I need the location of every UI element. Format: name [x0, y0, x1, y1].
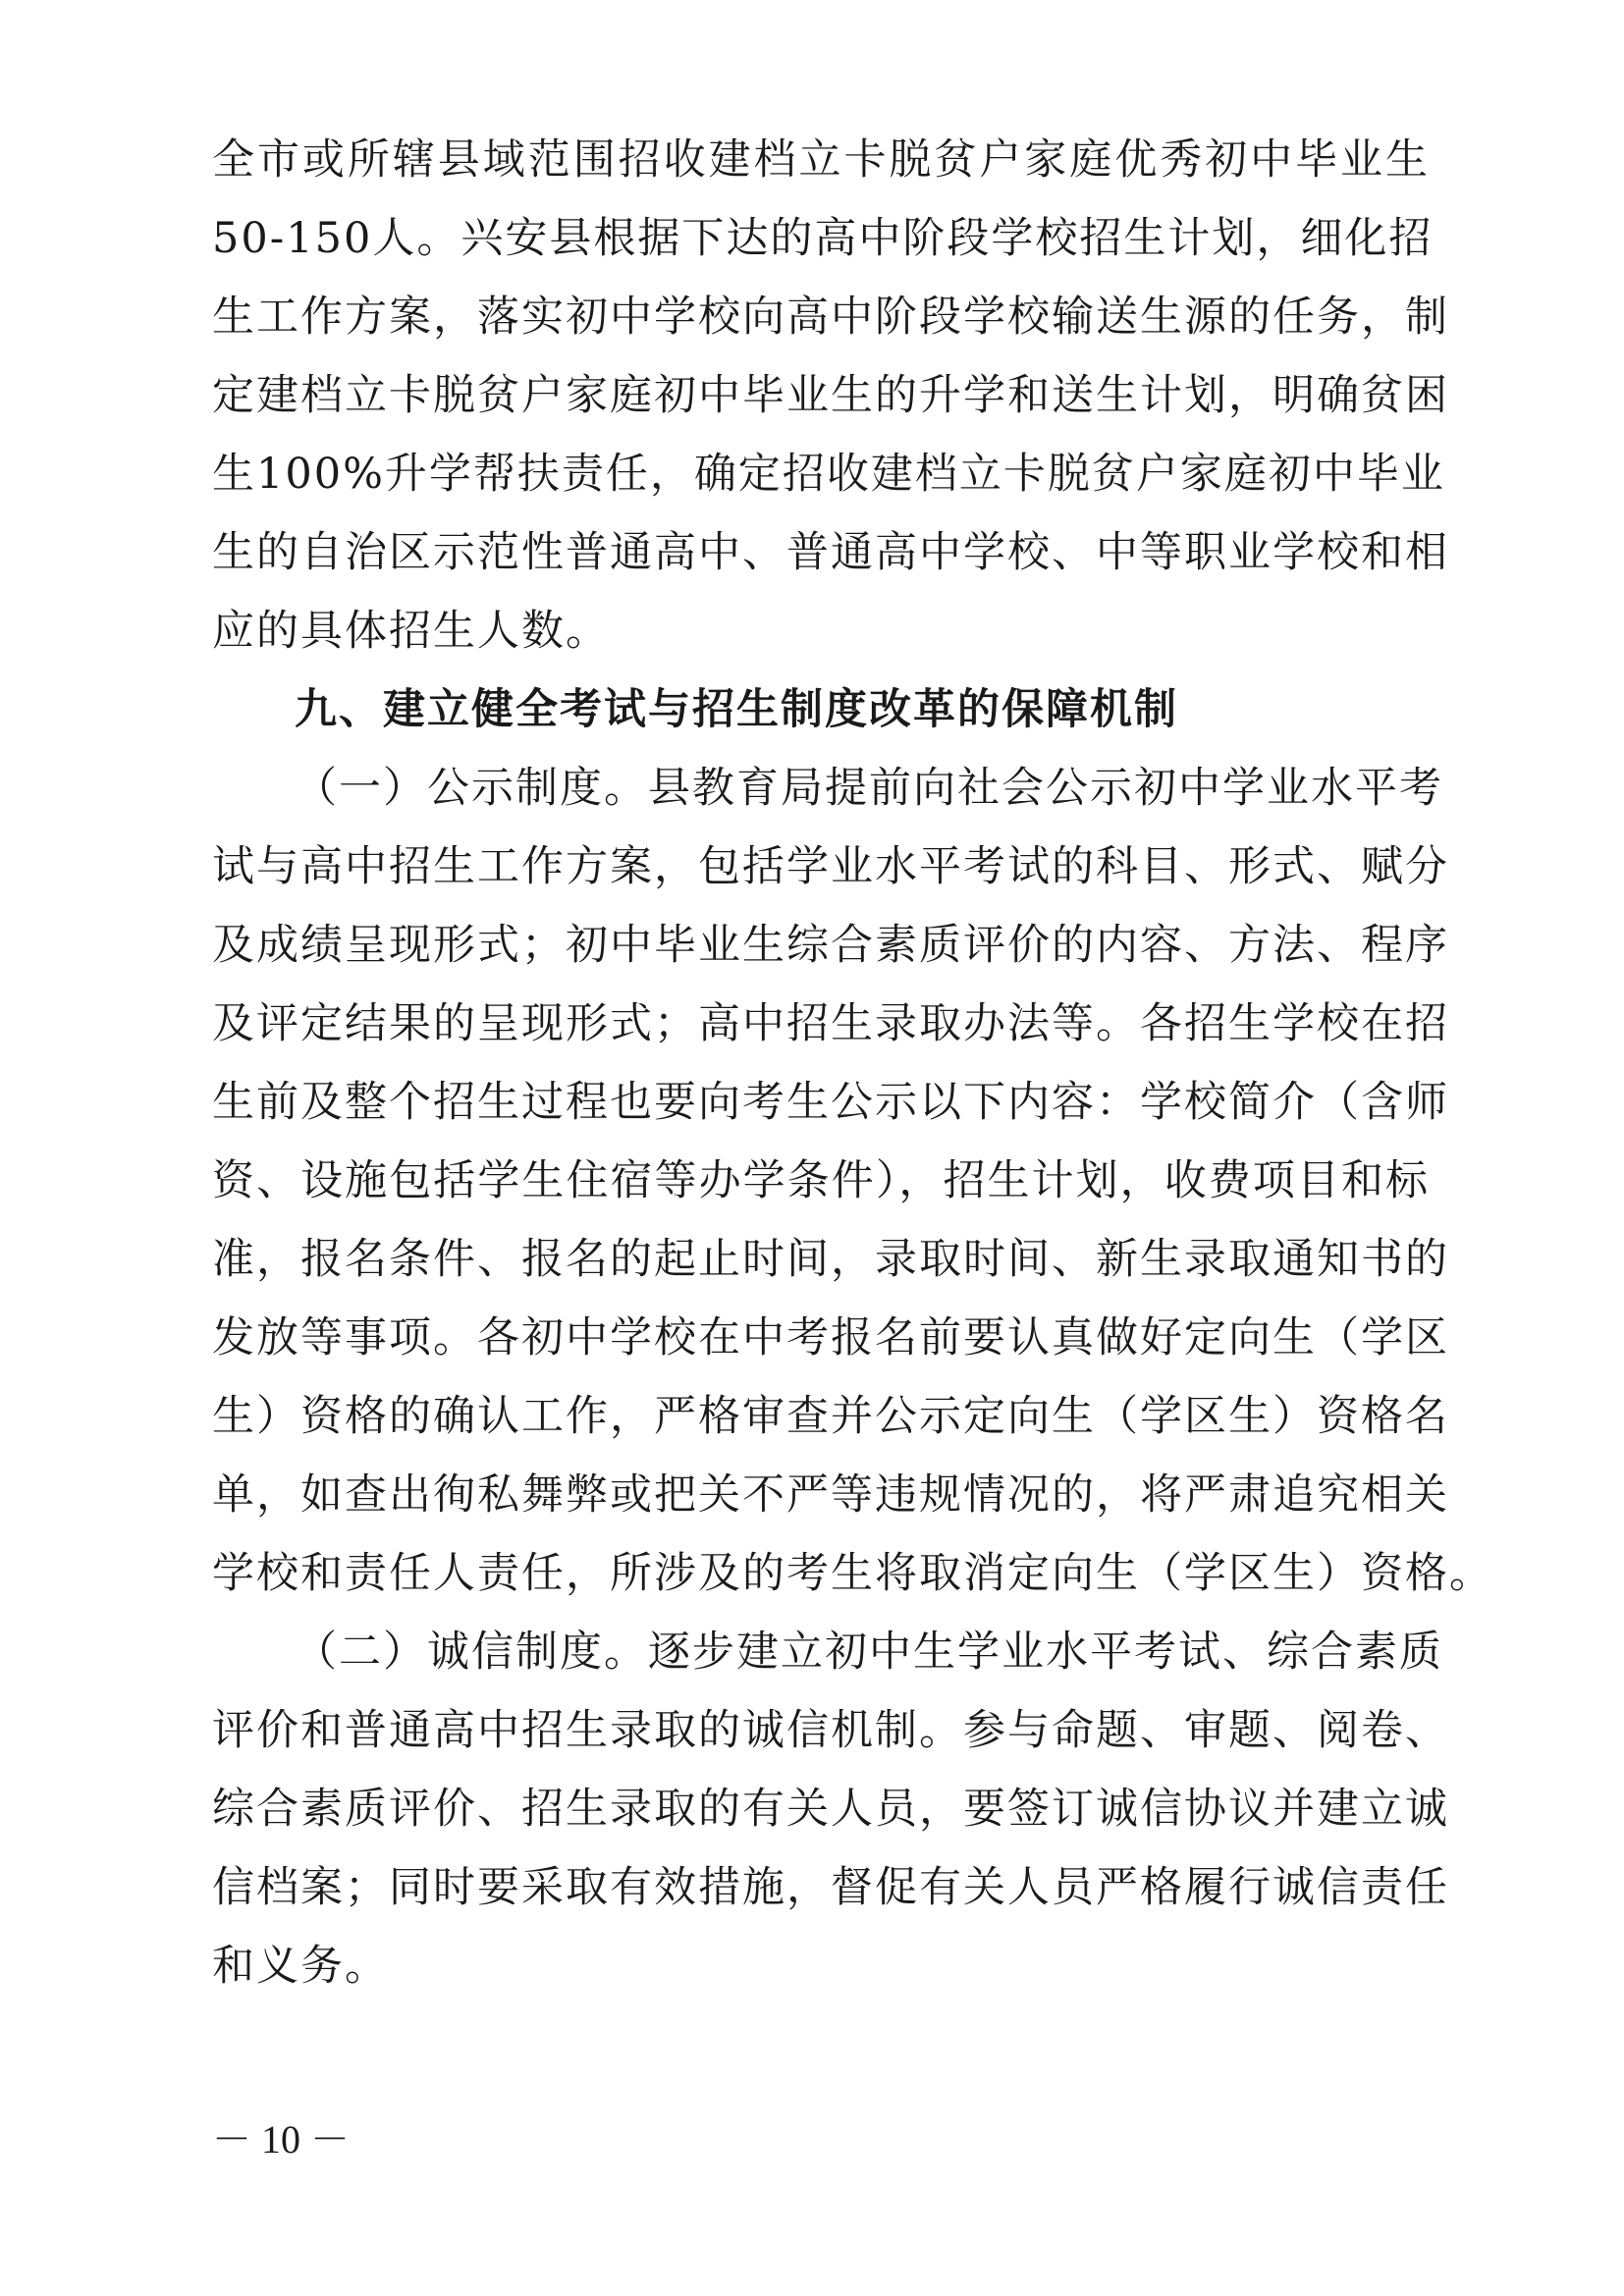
text-line: 及成绩呈现形式；初中毕业生综合素质评价的内容、方法、程序 — [212, 921, 1449, 970]
text-line: 准，报名条件、报名的起止时间，录取时间、新生录取通知书的 — [212, 1235, 1449, 1284]
text-line: 学校和责任人责任，所涉及的考生将取消定向生（学区生）资格。 — [212, 1549, 1493, 1598]
text-line: （一）公示制度。县教育局提前向社会公示初中学业水平考 — [295, 764, 1443, 813]
text-line: 定建档立卡脱贫户家庭初中毕业生的升学和送生计划，明确贫困 — [212, 371, 1449, 420]
text-line: 综合素质评价、招生录取的有关人员，要签订诚信协议并建立诚 — [212, 1785, 1449, 1834]
text-line: 信档案；同时要采取有效措施，督促有关人员严格履行诚信责任 — [212, 1863, 1449, 1912]
text-line: 生）资格的确认工作，严格审查并公示定向生（学区生）资格名 — [212, 1392, 1449, 1441]
text-line: 发放等事项。各初中学校在中考报名前要认真做好定向生（学区 — [212, 1313, 1449, 1362]
text-line: 50-150人。兴安县根据下达的高中阶段学校招生计划，细化招 — [212, 214, 1434, 263]
text-line: 和义务。 — [212, 1942, 389, 1991]
text-line: 全市或所辖县域范围招收建档立卡脱贫户家庭优秀初中毕业生 — [212, 135, 1430, 185]
text-line: 及评定结果的呈现形式；高中招生录取办法等。各招生学校在招 — [212, 999, 1449, 1048]
section-heading: 九、建立健全考试与招生制度改革的保障机制 — [295, 685, 1178, 734]
text-line: 资、设施包括学生住宿等办学条件），招生计划，收费项目和标 — [212, 1156, 1430, 1205]
text-line: （二）诚信制度。逐步建立初中生学业水平考试、综合素质 — [295, 1628, 1443, 1677]
text-line: 生工作方案，落实初中学校向高中阶段学校输送生源的任务，制 — [212, 293, 1449, 342]
text-line: 单，如查出徇私舞弊或把关不严等违规情况的，将严肃追究相关 — [212, 1470, 1449, 1520]
text-line: 生的自治区示范性普通高中、普通高中学校、中等职业学校和相 — [212, 528, 1449, 577]
text-line: 评价和普通高中招生录取的诚信机制。参与命题、审题、阅卷、 — [212, 1706, 1449, 1755]
page-number: － 10 － — [212, 2117, 350, 2162]
text-line: 应的具体招生人数。 — [212, 607, 610, 656]
text-line: 生前及整个招生过程也要向考生公示以下内容：学校简介（含师 — [212, 1078, 1449, 1127]
text-line: 生100%升学帮扶责任，确定招收建档立卡脱贫户家庭初中毕业 — [212, 450, 1445, 499]
text-line: 试与高中招生工作方案，包括学业水平考试的科目、形式、赋分 — [212, 842, 1449, 891]
